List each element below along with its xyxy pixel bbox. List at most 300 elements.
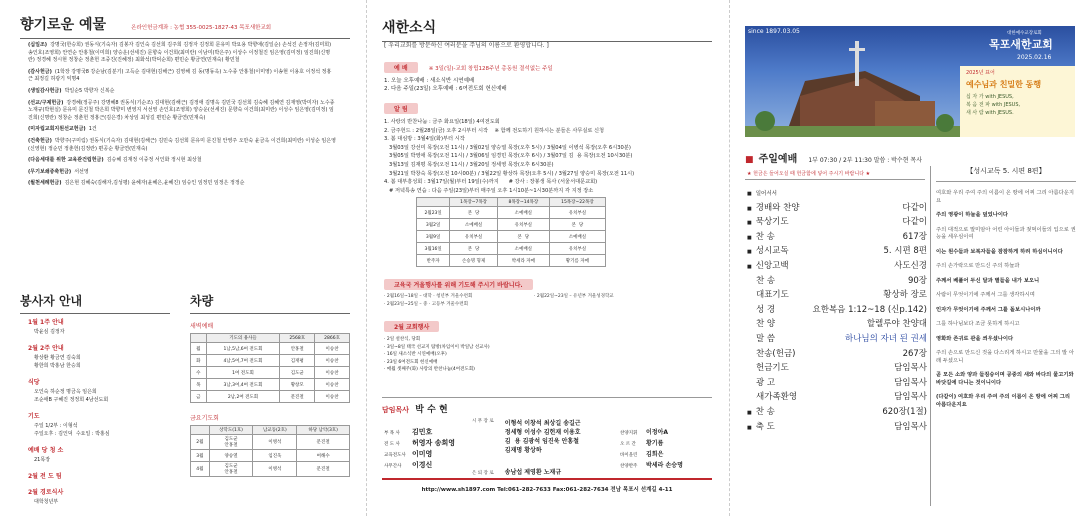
worship-pill: 예 배 xyxy=(384,62,418,73)
service-info: 1부 07:30 / 2부 11:30 말씀 : 박수현 목사 xyxy=(808,157,923,164)
dawn-service-label: 새벽예배 xyxy=(190,323,214,330)
table-row xyxy=(191,355,350,367)
notice-line: 3월05일 박영애 목장(오전 11시) / 3월06일 임경민 목장(오후 6시) / 3월07일 김 용 목장(오전 10시30분) xyxy=(384,153,633,160)
table-cell: 목 xyxy=(191,379,207,391)
staff-name: 김민호 xyxy=(412,428,433,436)
table-cell: 이승찬 xyxy=(315,379,350,391)
music-role: 찬양지휘 xyxy=(620,431,638,436)
table-cell: 2남,2여 전도회 xyxy=(206,391,280,403)
friday-prayer-label: 금요기도회 xyxy=(190,415,219,422)
worship-order-row xyxy=(747,317,927,332)
worship-order-value: 담임목사 xyxy=(894,377,927,388)
table-cell: 이승찬 xyxy=(315,355,350,367)
edu-line: · 2월23일~25일 – 중 · 고등부 겨울수련회 xyxy=(384,302,468,308)
worship-order-row xyxy=(747,303,927,318)
service-bullet-icon: ■ xyxy=(745,155,754,165)
reading-line: 주의 손가락으로 만드신 주의 하늘과 xyxy=(936,263,1020,269)
table-cell: 수 xyxy=(191,367,207,379)
worship-order-row xyxy=(747,347,927,362)
table-cell: 이승찬 xyxy=(315,367,350,379)
music-staff-list xyxy=(620,419,715,469)
worship-order-row xyxy=(747,390,927,405)
notice-lines xyxy=(384,118,714,195)
table-cell: 본 당 xyxy=(450,243,498,255)
offering-group-names: 강경혜(정공주) 강명혜8 권동식(기순조) 김대현(김해근) 김정애 김명옥 김민국 김선희 김숙혜 김혜연 김재영(박미자) 노수종 노재규(박현실) 문유미 문진철 박은희 박향미 변영지 서선영 손인호(조영희) 양승운(선세진) 문향숙 이건희(최미란) 이성수 임은영(김미정) 임진희(신명란) 정창순 정춘헌 정홍근(김은경) 차상임 최성길 편민순 황금연(민재숙) xyxy=(28,99,335,121)
table-cell: 유치부실 xyxy=(450,231,498,243)
offering-group-names: 김승혜 김재정 이중정 서인화 정시현 최상철 xyxy=(106,157,202,164)
music-role: 찬양반주 xyxy=(620,464,638,469)
volunteer-body: 박윤심 김정자 xyxy=(34,329,65,335)
offering-group xyxy=(28,42,336,65)
worship-order-row xyxy=(747,405,927,420)
bulletin-date: 2025.02.16 xyxy=(1017,54,1052,61)
worship-order-name: 광 고 xyxy=(756,377,776,388)
worship-order-value: 하나님의 자녀 된 권세 xyxy=(844,333,927,344)
notice-line: 4. 봄 대부흥성회 : 3월17일(월)부터 19일(수)까지 # 강사 : 장봉생 목사 (서울서대문교회) xyxy=(384,179,598,186)
table-cell: 1남,5남,6여 전도회 xyxy=(206,343,280,355)
staff-name: 이미영 xyxy=(412,450,433,458)
worship-order-label xyxy=(747,303,775,318)
elders-names: 이형석 이창석 최상길 송길근 정세형 이성수 김헌재 이용호 김 용 김광석 임진욱 안홍철 김재명 황상하 xyxy=(504,420,581,454)
table-row xyxy=(191,367,350,379)
reading-line: 주의 대적으로 말미암아 어린 아이들과 젖먹이들의 입으로 권능을 세우심이여 xyxy=(936,226,1076,240)
table-header-cell xyxy=(191,334,207,343)
worship-order-name: 헌금기도 xyxy=(756,363,789,374)
schedule-line: · 매월 셋째주(화) 사랑의 반찬나눔(4여전도회) xyxy=(384,366,475,372)
table-cell: 금 xyxy=(191,391,207,403)
table-cell: 유치부실 xyxy=(549,243,605,255)
worship-order-row xyxy=(747,201,927,216)
bulletin-cover-panel xyxy=(733,0,1091,516)
worship-order-row xyxy=(747,215,927,230)
worship-order-value: 할렐루야 찬양대 xyxy=(866,319,927,330)
worship-order-label xyxy=(747,274,775,289)
worship-order-name: 경배와 찬양 xyxy=(755,202,800,213)
schedule-line: · 2일 설찬식, 당회 xyxy=(384,337,421,343)
staff-name: 이경신 xyxy=(412,461,433,469)
notice-line: 3월21일 박창숙 목장(오전 10시00분) / 3월22일 황상하 목장(오후 5시) / 3월27일 양승미 목장(오전 11시) xyxy=(384,170,635,177)
worship-line: 1. 오늘 오후예배 : 새소식반 시연예배 xyxy=(384,78,475,84)
table-cell: 소예배실 xyxy=(497,207,549,219)
table-cell: 본 당 xyxy=(549,219,605,231)
reading-line: 주의 영광이 하늘을 덮었나이다 xyxy=(936,212,1009,218)
bullet-icon: ■ xyxy=(747,234,752,241)
table-cell: 안홍철 xyxy=(280,343,315,355)
schedule-lines xyxy=(384,336,714,373)
table-cell: 문진철 xyxy=(297,435,350,450)
bullet-icon: ■ xyxy=(747,191,752,197)
worship-line: 2. 다음 주일(23일) 오후예배 : 6여전도회 헌신예배 xyxy=(384,86,507,92)
worship-order-row xyxy=(747,288,927,303)
table-cell: 이승찬 xyxy=(315,391,350,403)
senior-pastor-label: 담임목사 xyxy=(382,406,410,414)
staff-name: 허영자 송희영 xyxy=(412,439,456,447)
reading-title: 【성시교독 5. 시편 8편】 xyxy=(966,167,1046,175)
table-cell: 3월9일 xyxy=(417,231,450,243)
reading-line: 그를 하나님보다 조금 못하게 하시고 xyxy=(936,321,1020,327)
worship-order-name: 새가족환영 xyxy=(756,392,798,403)
reading-line: 영화와 존귀로 관을 씌우셨나이다 xyxy=(936,335,1014,342)
reading-line: 인자가 무엇이기에 주께서 그를 돌보시나이까 xyxy=(936,306,1041,313)
offering-group xyxy=(28,138,336,153)
worship-order-label xyxy=(747,201,800,216)
worship-order-value: 620장(1절) xyxy=(882,406,927,417)
table-header-row xyxy=(191,334,350,343)
worship-order-value: 담임목사 xyxy=(894,363,927,374)
bullet-icon: ■ xyxy=(747,205,752,212)
table-cell: 4남,5여,7여 전도회 xyxy=(206,355,280,367)
staff-role: 교육전도사 xyxy=(384,453,406,458)
worship-order-row xyxy=(747,259,927,274)
table-cell: 소예배실 xyxy=(497,243,549,255)
table-cell: 월 xyxy=(191,343,207,355)
bullet-icon: ■ xyxy=(747,263,752,270)
table-cell: 1여 전도회 xyxy=(206,367,280,379)
table-header-cell: 2866호 xyxy=(315,334,350,343)
table-row xyxy=(191,379,350,391)
reading-line: (다같이) 여호와 우리 주여 주의 이름이 온 땅에 어찌 그리 아름다운지요 xyxy=(936,394,1071,408)
motto-lines xyxy=(966,93,1069,117)
news-panel xyxy=(370,0,725,516)
offering-group xyxy=(28,180,336,188)
worship-order-row xyxy=(747,186,927,201)
edu-line: · 2월22일~23일 – 유년부 겨울성경학교 xyxy=(534,294,614,300)
offering-group-head: (미자립교회지원선교헌금) xyxy=(28,126,86,133)
volunteer-list xyxy=(28,317,178,513)
worship-order-label xyxy=(747,405,775,420)
table-cell: 황기름 자매 xyxy=(549,255,605,267)
offering-group-head: (선교/구제헌금) xyxy=(28,99,64,106)
worship-order-value: 90장 xyxy=(907,275,927,286)
dawn-vehicle-table xyxy=(190,333,350,403)
table-header-cell: 2568호 xyxy=(280,334,315,343)
worship-order-name: 찬 송 xyxy=(756,275,776,286)
since-text: since 1897.03.05 xyxy=(748,28,800,35)
volunteer-item xyxy=(28,343,178,370)
music-staff-row xyxy=(620,441,715,458)
worship-order-value: 황상하 장로 xyxy=(883,290,927,301)
table-cell: 손승명 형제 xyxy=(450,255,498,267)
volunteer-body: 오인숙 하순정 명금옥 임은희 조순애B 구혜진 정정희 4남선도회 xyxy=(34,389,109,403)
volunteer-head: 1월 1주 안내 xyxy=(28,319,64,326)
worship-order-label xyxy=(747,215,789,230)
table-cell: 소예배실 xyxy=(549,231,605,243)
worship-order-name: 찬송(헌금) xyxy=(756,348,796,359)
offering-group-head: (다음세대를 위한 교육관건립헌금) xyxy=(28,157,104,164)
reading-line: 곧 모든 소와 양과 들짐승이며 공중의 새와 바다의 물고기와 바닷길에 다니는 것이니이다 xyxy=(936,372,1074,386)
worship-order-name: 찬 송 xyxy=(755,231,775,242)
table-header-cell: 1목장~7목장 xyxy=(450,198,498,207)
notice-line: 3월03일 강선미 목장(오전 11시) / 3월02일 양승열 목장(오후 5시) / 3월04일 이병석 목장(오후 6시30분) xyxy=(384,144,631,151)
table-cell: 3월 xyxy=(191,450,210,462)
offering-group-names: 1건 xyxy=(88,126,97,133)
offering-group-head: (감사헌금) xyxy=(28,68,52,75)
offerings-panel xyxy=(0,0,362,516)
staff-role: 사무간사 xyxy=(384,464,402,469)
table-cell: 3월16일 xyxy=(417,243,450,255)
worship-order-value: 담임목사 xyxy=(894,421,927,432)
motto-box xyxy=(960,66,1075,137)
schedule-pill: 2월 교회행사 xyxy=(384,321,439,332)
table-row xyxy=(191,462,350,477)
offering-group-names: 김은현 김혜숙(김해자,김성평) 윤혜자(윤혜은,윤혜진) 임승인 임정민 임정은 정정순 xyxy=(64,180,245,187)
bullet-icon: ■ xyxy=(747,249,752,256)
table-row xyxy=(417,231,606,243)
table-header-cell: 남교동(2호) xyxy=(253,426,297,435)
offerings-list xyxy=(28,42,336,192)
table-cell: 2월 xyxy=(191,435,210,450)
cover-image xyxy=(745,26,1075,137)
volunteer-head: 기도 xyxy=(28,413,40,420)
volunteer-item xyxy=(28,411,178,438)
senior-pastor-name: 박 수 현 xyxy=(415,405,448,415)
offering-group-head: (건축헌금) xyxy=(28,137,52,144)
worship-order-label xyxy=(747,376,775,391)
worship-order-label xyxy=(747,420,775,435)
table-cell: 김도균 안홍철 xyxy=(209,462,253,477)
schedule-line: · 16일 새소식반 시연예배(오후) xyxy=(384,352,447,358)
motto-line: 복 음 전 파 with JESUS, xyxy=(966,102,1021,108)
retired-names: 송남섭 제영환 노재규 xyxy=(504,469,562,476)
worship-order-name: 축 도 xyxy=(755,421,775,432)
bullet-icon: ■ xyxy=(747,220,752,227)
table-cell: 김도균 안홍철 xyxy=(209,435,253,450)
motto-year: 2025년 표어 xyxy=(966,70,995,76)
music-name: 김희은 xyxy=(646,451,664,458)
bullet-icon: ■ xyxy=(747,424,752,431)
worship-order-value: 사도신경 xyxy=(894,260,927,271)
worship-lines xyxy=(384,77,714,93)
worship-order-name: 성시교독 xyxy=(755,246,789,257)
worship-order-name: 찬 양 xyxy=(756,319,776,330)
table-cell: 소예배실 xyxy=(450,219,498,231)
volunteer-head: 식당 xyxy=(28,379,40,386)
worship-order-label xyxy=(747,347,795,362)
worship-order-value: 다같이 xyxy=(902,202,927,213)
volunteer-item xyxy=(28,445,178,464)
motto-line: 새 사 람 with JESUS. xyxy=(966,110,1014,116)
table-cell: 이병석 xyxy=(253,435,297,450)
worship-order-value: 267장 xyxy=(902,348,927,359)
elders-label: 시 무 장 로 xyxy=(472,419,494,424)
worship-order-value: 요한복음 1:12~18 (신p.142) xyxy=(812,304,927,315)
worship-order-label xyxy=(747,230,775,245)
reading-line: 주의 손으로 만드신 것을 다스리게 하시고 만물을 그의 발 아래 두셨으니 xyxy=(936,350,1074,364)
offering-group-names: 박일순5 박향자 신복순 xyxy=(64,87,115,94)
volunteer-item xyxy=(28,487,178,506)
offering-group xyxy=(28,126,336,134)
offering-group-head: (무기보쇄증축헌금) xyxy=(28,168,72,175)
table-cell: 4월 xyxy=(191,462,210,477)
table-header-cell: 하당 남악(3호) xyxy=(297,426,350,435)
table-cell: 임진욱 xyxy=(253,450,297,462)
edu-events xyxy=(384,294,714,312)
notice-pill: 알 림 xyxy=(384,103,418,114)
worship-order-row xyxy=(747,332,927,347)
music-role: 바이올린 xyxy=(620,453,638,458)
staff-role: 전 도 사 xyxy=(384,442,400,447)
table-cell: 3월2일 xyxy=(417,219,450,231)
table-cell: 3남,3여,4여 전도회 xyxy=(206,379,280,391)
offering-group xyxy=(28,100,336,123)
table-header-row xyxy=(417,198,606,207)
offering-group-head: (월천세례헌금) xyxy=(28,180,62,187)
notice-line: 3. 봄 대심방 : 3월4일(화)부터 시작 xyxy=(384,136,465,143)
reading-line: 사람이 무엇이기에 주께서 그를 생각하시며 xyxy=(936,292,1035,298)
welcome-text: [ 우리교회를 방문하신 여러분을 주님의 이름으로 환영합니다. ] xyxy=(384,42,549,49)
edu-pill: 교육국 겨울행사를 위해 기도해 주시기 바랍니다. xyxy=(384,279,533,290)
table-row xyxy=(417,243,606,255)
worship-order-name: 신앙고백 xyxy=(755,260,789,271)
table-header-cell: 8목장~14목장 xyxy=(497,198,549,207)
table-cell: 이병석 xyxy=(253,462,297,477)
table-cell: 여해수 xyxy=(297,450,350,462)
reading-line: 이는 원수들과 보복자들을 잠잠하게 하려 하심이니이다 xyxy=(936,248,1063,255)
table-cell: 유치부실 xyxy=(497,219,549,231)
table-row xyxy=(417,219,606,231)
worship-order-row xyxy=(747,420,927,435)
motto-line: 십 자 가 with JESUS, xyxy=(966,94,1014,100)
worship-order xyxy=(747,186,927,434)
music-staff-row xyxy=(620,419,715,436)
service-title: 주일예배 xyxy=(758,154,798,165)
offering-group xyxy=(28,157,336,165)
friday-vehicle-table xyxy=(190,425,350,477)
volunteer-item xyxy=(28,377,178,404)
table-cell: 황창모 xyxy=(280,379,315,391)
table-header-cell: 기도의 용사들 xyxy=(206,334,280,343)
choir-practice-table xyxy=(416,197,606,267)
bullet-icon: ■ xyxy=(747,409,752,416)
schedule-line: · 23일 6여전도회 헌신예배 xyxy=(384,359,438,365)
worship-order-row xyxy=(747,274,927,289)
worship-order-row xyxy=(747,244,927,259)
worship-order-label xyxy=(747,244,789,259)
volunteer-item xyxy=(28,471,178,480)
worship-order-name: 대표기도 xyxy=(756,290,789,301)
volunteer-body: 대학청년부 xyxy=(34,499,59,505)
worship-order-name: 일어서서 xyxy=(755,191,777,197)
worship-order-label xyxy=(747,259,789,274)
music-name: 황기름 xyxy=(646,440,664,447)
table-header-row xyxy=(191,426,350,435)
table-cell: 김재평 xyxy=(280,355,315,367)
offering-group-names: 강명국(한승희) 권동식(기숙자) 김봉자 김인숙 김선희 김주희 김정자 김정희 문유미 박요용 박향애(김일순) 손석진 손정자(김미희) 송인호(조영희) 안연순 안홍철(이미희) 양승운(선세진) 문향숙 이건희(최미란) 이남미(박은주) 이상수 이정철진 임은영(김미정) 임진희(신명란) 정경혜 정시현 정창순 정춘헌 조중진(진혜정) 최화석(박덕순희) 편민순 황금연(민재숙) 황민철 xyxy=(28,42,332,64)
worship-order-name: 묵상기도 xyxy=(755,217,789,228)
worship-order-row xyxy=(747,230,927,245)
offering-group-names: (1학장 강명국8 강순남(김분기) 고득순 김대현(김해근) 김영해 김 동(명동옥) 노수종 안홍철(이미영) 이송현 이용호 이정석 정홍근 최정길 허광기 익명4 xyxy=(28,68,332,83)
worship-order-label xyxy=(747,186,777,201)
table-row xyxy=(191,450,350,462)
worship-order-label xyxy=(747,317,775,332)
table-cell: 화 xyxy=(191,355,207,367)
news-title: 새한소식 xyxy=(382,20,437,36)
worship-order-row xyxy=(747,376,927,391)
church-sub: 대한예수교장로회 xyxy=(1007,31,1042,36)
worship-order-value: 5. 시편 8편 xyxy=(883,246,927,257)
offering-group-head: (생일감사헌금) xyxy=(28,87,62,94)
offering-group-head: (십일조) xyxy=(28,42,48,48)
table-cell: 본 당 xyxy=(497,231,549,243)
table-cell: 이승찬 xyxy=(315,343,350,355)
worship-order-value: 617장 xyxy=(902,231,927,242)
worship-order-label xyxy=(747,361,789,376)
offering-group xyxy=(28,169,336,177)
table-header-cell: 15목장~22목장 xyxy=(549,198,605,207)
volunteer-item xyxy=(28,317,178,336)
volunteer-body: 주일 1/2부 : 이형석 주일오후 : 김인덕 수요일 : 박홍심 xyxy=(34,423,110,437)
table-cell: 반주자 xyxy=(417,255,450,267)
offering-group xyxy=(28,88,336,96)
vehicle-title: 차량 xyxy=(190,294,214,308)
worship-order-label xyxy=(747,332,775,347)
table-row xyxy=(191,435,350,450)
table-cell: 김도균 xyxy=(280,367,315,379)
volunteer-head: 2월 2주 안내 xyxy=(28,345,64,352)
notice-line: 3월13일 김재평 목장(오전 11시) / 3월20일 정세영 목장(오후 6시30분) xyxy=(384,161,554,168)
worship-order-name: 성 경 xyxy=(756,304,776,315)
volunteer-head: 2월 전 도 팀 xyxy=(28,473,62,480)
table-row xyxy=(191,391,350,403)
table-cell: 문진철 xyxy=(297,462,350,477)
responsive-reading xyxy=(936,190,1076,409)
table-cell: 양승열 xyxy=(209,450,253,462)
worship-order-label xyxy=(747,390,797,405)
table-cell: 본 당 xyxy=(450,207,498,219)
volunteer-body: 21목장 xyxy=(34,457,51,463)
church-name: 목포새한교회 xyxy=(989,38,1053,51)
worship-order-name: 말 씀 xyxy=(756,333,776,344)
worship-order-value: 다같이 xyxy=(902,217,927,228)
notice-line: 1. 사랑의 반찬나눔 : 금주 화요일(18일) 4여전도회 xyxy=(384,119,500,125)
music-name: 이정아A xyxy=(646,429,669,436)
table-header-cell xyxy=(191,426,210,435)
offering-group xyxy=(28,69,336,84)
table-row xyxy=(191,343,350,355)
offering-group-names: 박향주(구미림) 권동식(기숙자) 김대현(김해근) 김민숙 김선희 문유미 문진철 안영주 오만숙 윤금옥 이건희(최미란) 이성순 임은영(신영현) 정순민 정춘헌(김정란) 편공순 황금연(민재숙) xyxy=(28,137,336,152)
worship-order-row xyxy=(747,361,927,376)
table-cell: 유치부실 xyxy=(549,207,605,219)
notice-line: 2. 금주헌드 : 2월28일(금) 오후 2시부터 시작 ※ 함께 전도하기 원하시는 분들은 사무실로 신청 xyxy=(384,127,605,134)
table-row xyxy=(417,255,606,267)
music-role: 오 르 간 xyxy=(620,442,636,447)
volunteer-body: 황상환 황금연 김숙희 황한희 박홍남 한승희 xyxy=(34,355,81,369)
retired-label: 은 퇴 장 로 xyxy=(472,471,494,476)
music-staff-row xyxy=(620,452,715,469)
worship-order-label xyxy=(747,288,789,303)
table-cell: 2월23일 xyxy=(417,207,450,219)
volunteer-head: 2월 경로식사 xyxy=(28,489,64,496)
edu-line: · 2월16일~18일 – 대학 · 청년부 겨울수련회 xyxy=(384,294,473,300)
table-header-cell: 상학도(1호) xyxy=(209,426,253,435)
motto-main: 예수님과 친밀한 동행 xyxy=(966,80,1042,89)
music-name: 박세라 손승명 xyxy=(646,462,683,469)
offering-note: ★ 헌금은 들어오실 때 헌금함에 넣어 주시기 바랍니다 ★ xyxy=(747,171,871,177)
table-header-cell xyxy=(417,198,450,207)
volunteer-head: 예배 당 청 소 xyxy=(28,447,64,454)
schedule-line: · 3일~8일 태국 선교지 탐방(차임이이 박일남 선교사) xyxy=(384,344,490,350)
offering-account: 온라인헌금계좌 : 농협 355-0025-1827-43 목포새한교회 xyxy=(131,25,272,31)
reading-line: 주께서 베풀어 두신 달과 별들을 내가 보오니 xyxy=(936,277,1040,284)
offerings-title: 향기로운 예물 xyxy=(20,17,107,33)
reading-line: 여호와 우리 주여 주의 이름이 온 땅에 어찌 그리 아름다운지요 xyxy=(936,190,1074,204)
table-row xyxy=(417,207,606,219)
volunteer-title: 봉사자 안내 xyxy=(20,294,83,308)
worship-note: ※ 3일(일)-교회 창립128주년 총동원 결석없는 주일 xyxy=(428,66,553,72)
table-cell: 박세라 자매 xyxy=(497,255,549,267)
table-cell: 문진철 xyxy=(280,391,315,403)
staff-role: 부 목 사 xyxy=(384,431,400,436)
